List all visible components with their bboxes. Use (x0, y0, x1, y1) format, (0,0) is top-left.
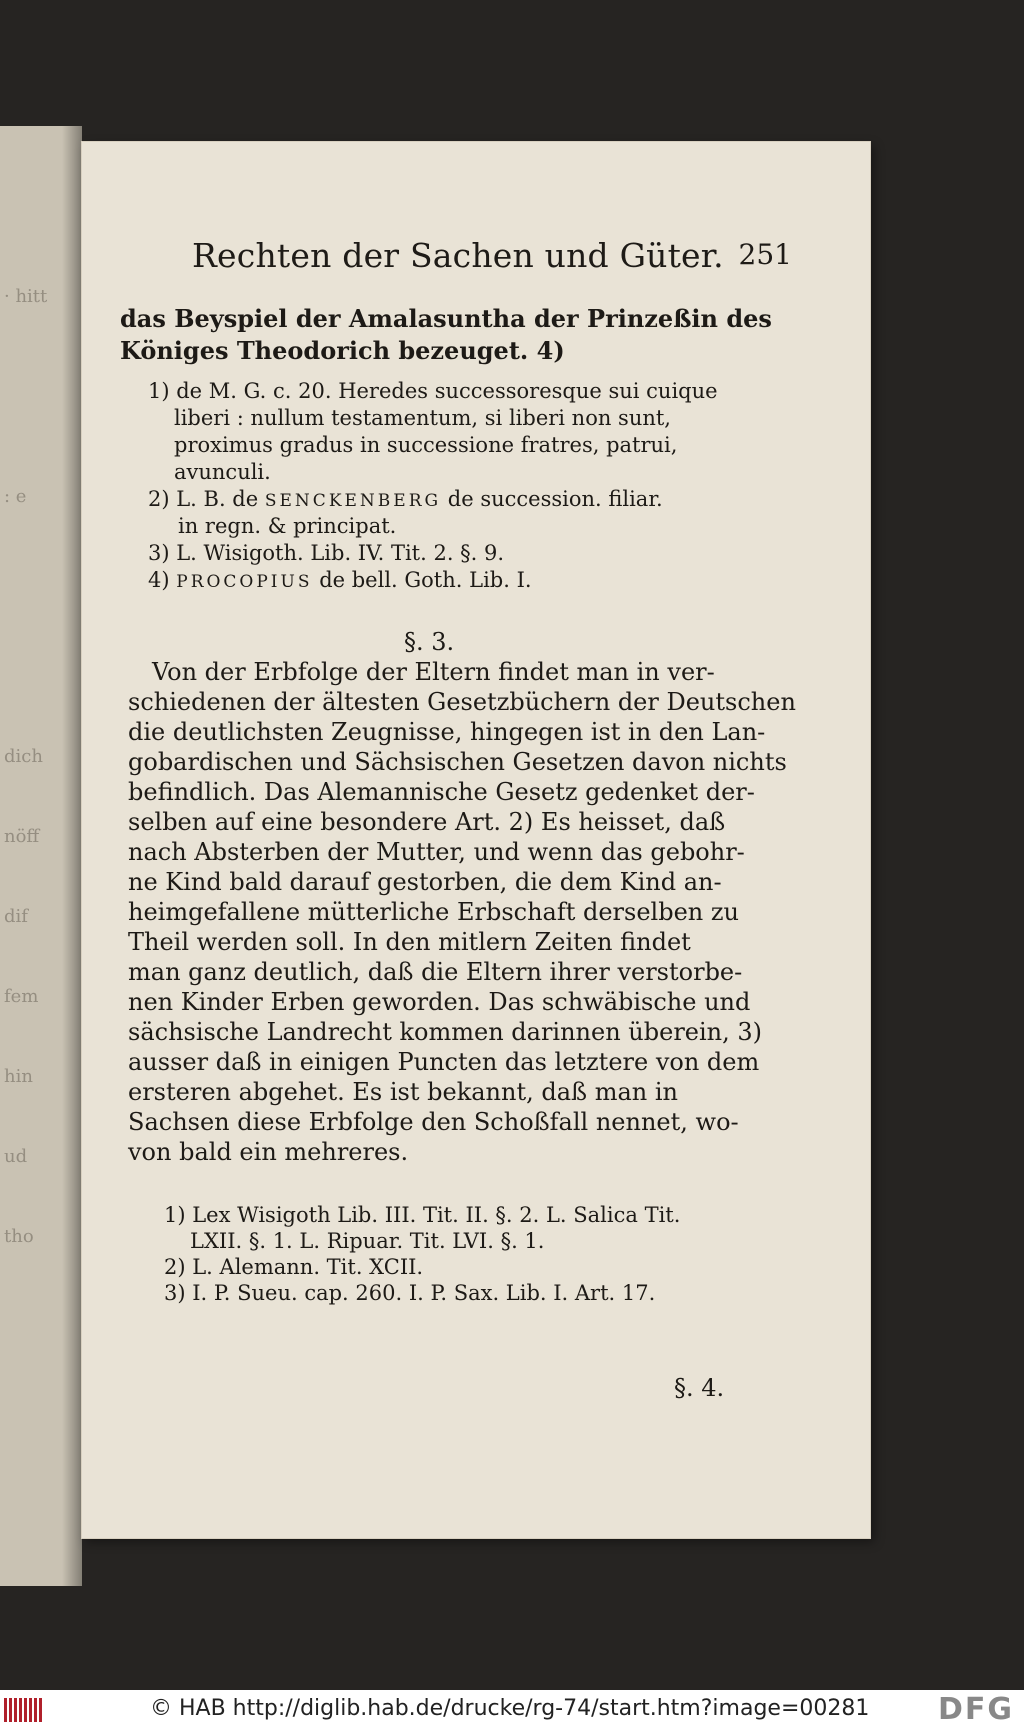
paragraph-line: man ganz deutlich, daß die Eltern ihrer verstorbe- (128, 958, 743, 986)
footer-bar (0, 1690, 1024, 1730)
paragraph-line: gobardischen und Sächsischen Gesetzen davon nichts (128, 748, 787, 776)
gutter-shadow (62, 126, 82, 1586)
intro-line-1: das Beyspiel der Amalasuntha der Prinzeßin des (120, 304, 772, 333)
paragraph-line: nen Kinder Erben geworden. Das schwäbische und (128, 988, 751, 1016)
footnote-4 (148, 567, 532, 596)
paragraph-line: von bald ein mehreres. (128, 1138, 409, 1166)
bleed-through-text: dif (4, 906, 28, 927)
barcode-icon (4, 1698, 44, 1722)
paragraph-line: ne Kind bald darauf gestorben, die dem Kind an- (128, 868, 722, 896)
footnote-2-prefix: 2) L. B. de (148, 487, 259, 511)
paragraph-line: ersteren abgehet. Es ist bekannt, daß man in (128, 1078, 678, 1106)
bleed-through-text: nöff (4, 826, 40, 847)
footnote-1-line-1: 1) Lex Wisigoth Lib. III. Tit. II. §. 2. L. Salica Tit. (164, 1203, 681, 1227)
footnote-2-suffix: de succession. filiar. (447, 487, 663, 511)
footnote-1-line-2: liberi : nullum testamentum, si liberi non sunt, (174, 406, 671, 430)
paragraph-line: nach Absterben der Mutter, und wenn das gebohr- (128, 838, 745, 866)
bleed-through-text: hin (4, 1066, 33, 1087)
paragraph-line: die deutlichsten Zeugnisse, hingegen ist in den Lan- (128, 718, 766, 746)
footnote-4-suffix: de bell. Goth. Lib. I. (319, 568, 532, 592)
running-header (192, 236, 792, 282)
footnote-2-line-1 (148, 486, 663, 515)
author-name: SENCKENBERG (264, 491, 442, 511)
footnote-2-line-2: in regn. & principat. (178, 514, 397, 538)
footnote-1-line-3: proximus gradus in successione fratres, patrui, (174, 433, 678, 457)
catchword: §. 4. (674, 1374, 725, 1402)
running-title: Rechten der Sachen und Güter. (192, 236, 724, 275)
book-page (82, 142, 870, 1538)
bleed-through-text: ud (4, 1146, 28, 1167)
bleed-through-text: dich (4, 746, 43, 767)
paragraph-line: Sachsen diese Erbfolge den Schoßfall nennet, wo- (128, 1108, 739, 1136)
footnote-2: 2) L. Alemann. Tit. XCII. (164, 1255, 424, 1279)
footnote-1-line-4: avunculi. (174, 460, 271, 484)
left-page-edge (0, 126, 82, 1586)
footnote-3: 3) L. Wisigoth. Lib. IV. Tit. 2. §. 9. (148, 541, 505, 565)
paragraph-line: sächsische Landrecht kommen darinnen überein, 3) (128, 1018, 763, 1046)
footnote-4-prefix: 4) (148, 568, 170, 592)
intro-line-2: Königes Theodorich bezeuget. 4) (120, 336, 565, 365)
paragraph-line: ausser daß in einigen Puncten das letztere von dem (128, 1048, 760, 1076)
paragraph-line: befindlich. Das Alemannische Gesetz gedenket der- (128, 778, 755, 806)
bleed-through-text: fem (4, 986, 39, 1007)
footnote-1-line-2: LXII. §. 1. L. Ripuar. Tit. LVI. §. 1. (190, 1229, 545, 1253)
footnote-1-line-1: 1) de M. G. c. 20. Heredes successoresque sui cuique (148, 379, 718, 403)
paragraph-line: schiedenen der ältesten Gesetzbüchern der Deutschen (128, 688, 796, 716)
paragraph-line: Von der Erbfolge der Eltern findet man in ver- (152, 658, 715, 686)
paragraph-line: heimgefallene mütterliche Erbschaft derselben zu (128, 898, 739, 926)
section-heading: §. 3. (404, 628, 455, 656)
bleed-through-text: : e (4, 486, 27, 507)
author-name: PROCOPIUS (176, 572, 313, 592)
paragraph-line: Theil werden soll. In den mitlern Zeiten findet (128, 928, 691, 956)
paragraph-line: selben auf eine besondere Art. 2) Es heisset, daß (128, 808, 726, 836)
source-url[interactable]: © HAB http://diglib.hab.de/drucke/rg-74/start.htm?image=00281 (150, 1696, 870, 1721)
bleed-through-text: tho (4, 1226, 34, 1247)
dfg-logo: DFG (937, 1692, 1014, 1727)
page-number: 251 (738, 238, 792, 271)
footnote-3: 3) I. P. Sueu. cap. 260. I. P. Sax. Lib. I. Art. 17. (164, 1281, 656, 1305)
bleed-through-text: · hitt (4, 286, 48, 307)
